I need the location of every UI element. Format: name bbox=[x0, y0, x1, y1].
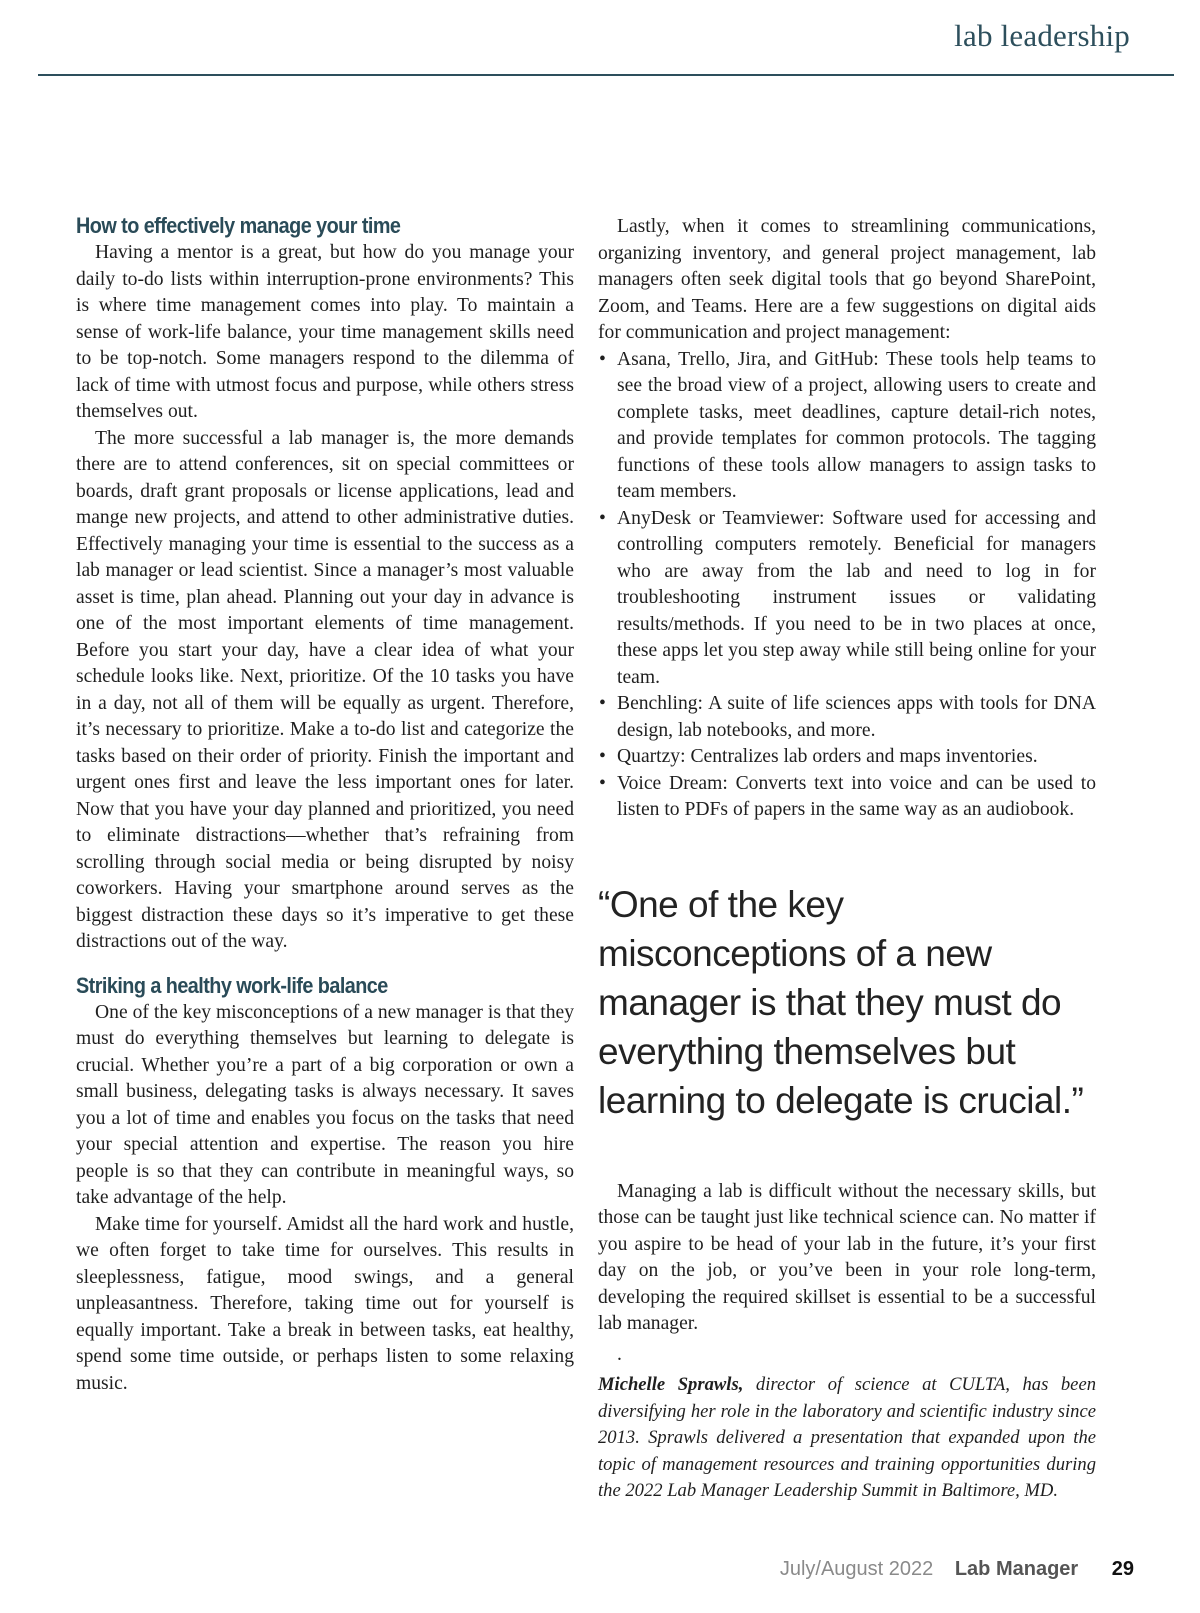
list-item: • Asana, Trello, Jira, and GitHub: These tools help teams to see the broad view of a project, allowing users to create and complete tasks, meet deadlines, capture detail-rich notes, and provide templates for common protocols. The tagging functions of these tools allow managers to assign tasks to team members. bbox=[598, 347, 1096, 506]
list-item: • Quartzy: Centralizes lab orders and maps inventories. bbox=[598, 744, 1096, 771]
page-footer bbox=[780, 1558, 1134, 1581]
list-item: • Voice Dream: Converts text into voice and can be used to listen to PDFs of papers in the same way as an audiobook. bbox=[598, 771, 1096, 824]
paragraph-closing: Managing a lab is difficult without the necessary skills, but those can be taught just like technical science can. No matter if you aspire to be head of your lab in the future, it’s your first day on the job, or you’ve been in your role long-term, developing the required skillset is essential to be a successful lab manager. bbox=[598, 1180, 1096, 1334]
author-bio-text: director of science at CULTA, has been diversifying her role in the laboratory and scientific industry since 2013. Sprawls delivered a presentation that expanded upon the topic of management resources and training opportunities during the 2022 Lab Manager Leadership Summit in Baltimore, MD. bbox=[598, 1374, 1096, 1501]
section-label: lab leadership bbox=[954, 18, 1130, 53]
heading-time-management: How to effectively manage your time bbox=[76, 213, 401, 238]
author-name: Michelle Sprawls, bbox=[598, 1374, 744, 1395]
left-column bbox=[76, 212, 574, 1397]
header-rule bbox=[38, 74, 1174, 76]
paragraph-self-care: Make time for yourself. Amidst all the hard work and hustle, we often forget to take time for ourselves. This results in sleeplessness, fatigue, mood swings, and a general unpleasantness. Therefore, taking time out for yourself is equally important. Take a break in between tasks, eat healthy, spend some time outside, or perhaps listen to some relaxing music. bbox=[76, 1213, 574, 1394]
list-item: • AnyDesk or Teamviewer: Software used for accessing and controlling computers remotely. Beneficial for managers who are away from the lab and need to log in for troubleshooting instrument issues or validating results/methods. If you need to be in two places at once, these apps let you step away while still being online for your team. bbox=[598, 506, 1096, 692]
separator-dot: . bbox=[617, 1343, 622, 1365]
pull-quote: “One of the key misconceptions of a new manager is that they must do everything themselves but learning to delegate is crucial.” bbox=[598, 883, 1084, 1121]
paragraph-time-intro: Having a mentor is a great, but how do you manage your daily to-do lists within interruption-prone environments? This is where time management comes into play. To maintain a sense of work-life balance, your time management skills need to be top-notch. Some managers respond to the dilemma of lack of time with utmost focus and purpose, while others stress themselves out. bbox=[76, 242, 574, 422]
page-number: 29 bbox=[1111, 1558, 1134, 1580]
list-item: • Benchling: A suite of life sciences apps with tools for DNA design, lab notebooks, and more. bbox=[598, 691, 1096, 744]
paragraph-time-details: The more successful a lab manager is, the more demands there are to attend conferences, sit on special committees or boards, draft grant proposals or license applications, lead and mange new projects, and attend to other administrative duties. Effectively managing your time is essential to the success as a lab manager or lead scientist. Since a manager’s most valuable asset is time, plan ahead. Planning out your day in advance is one of the most important elements of time management. Before you start your day, have a clear idea of what your schedule looks like. Next, prioritize. Of the 10 tasks you have in a day, not all of them will be equally as urgent. Therefore, it’s necessary to prioritize. Make a to-do list and categorize the tasks based on their order of priority. Finish the important and urgent ones first and leave the less important ones for later. Now that you have your day planned and prioritized, you need to eliminate distractions—whether that’s refraining from scrolling through social media or being disrupted by noisy coworkers. Having your smartphone around serves as the biggest distraction these days so it’s imperative to get these distractions out of the way. bbox=[76, 427, 574, 952]
heading-work-life-balance: Striking a healthy work-life balance bbox=[76, 972, 388, 998]
paragraph-delegation: One of the key misconceptions of a new manager is that they must do everything themselves but learning to delegate is crucial. Whether you’re a part of a big corporation or own a small business, delegating tasks is always necessary. It saves you a lot of time and enables you focus on the tasks that need your special attention and expertise. The reason you hire people is so that they can contribute in meaningful ways, so take advantage of the help. bbox=[76, 1001, 574, 1208]
author-bio bbox=[598, 1372, 1096, 1505]
digital-tools-list bbox=[598, 347, 1096, 824]
right-column bbox=[598, 214, 1096, 1505]
paragraph-digital-tools-intro: Lastly, when it comes to streamlining communications, organizing inventory, and general project management, lab managers often seek digital tools that go beyond SharePoint, Zoom, and Teams. Here are a few suggestions on digital aids for communication and project management: bbox=[598, 216, 1096, 343]
magazine-name: Lab Manager bbox=[954, 1558, 1079, 1580]
issue-date: July/August 2022 bbox=[779, 1558, 934, 1580]
